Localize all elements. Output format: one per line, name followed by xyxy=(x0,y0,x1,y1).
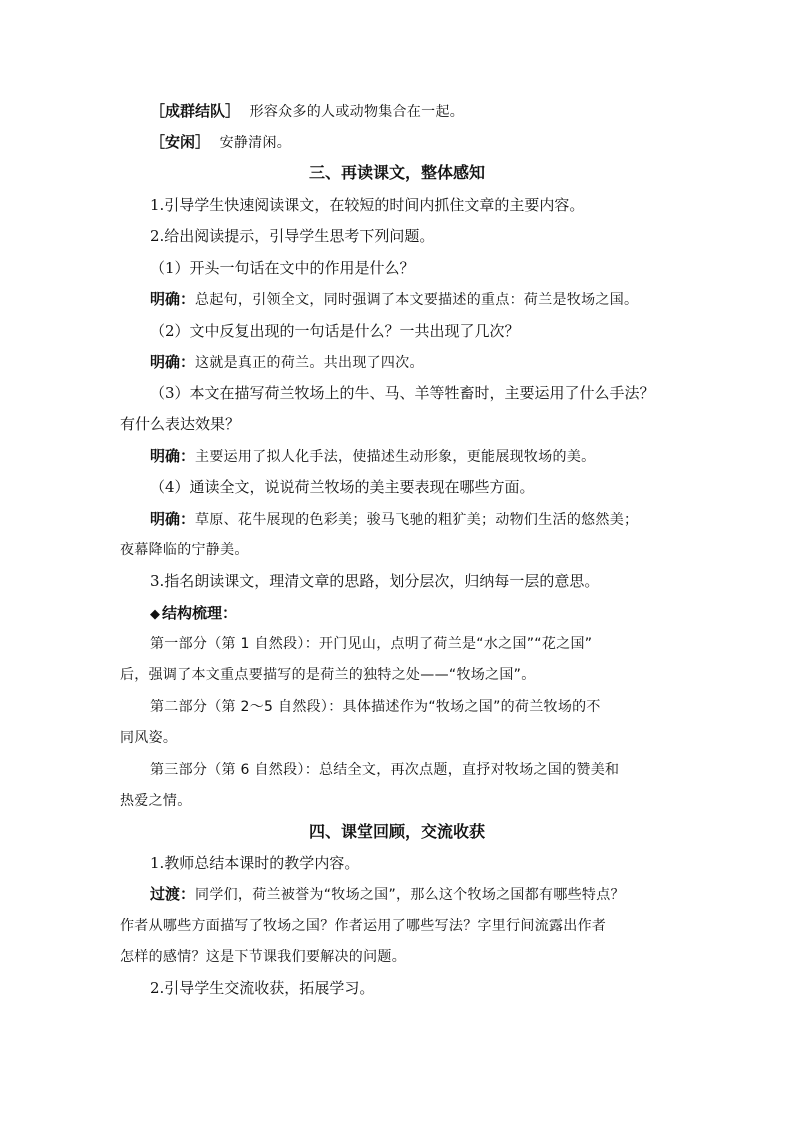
answer xyxy=(150,509,710,530)
section-heading: 四、课堂回顾，交流收获 xyxy=(308,822,485,841)
question: （3）本文在描写荷兰牧场上的牛、马、羊等牲畜时，主要运用了什么手法？ xyxy=(150,384,655,402)
answer xyxy=(150,289,710,310)
answer xyxy=(150,446,710,467)
structure-part-continued: 后，强调了本文重点要描写的是荷兰的独特之处——“牧场之国”。 xyxy=(120,667,536,683)
section-heading: 三、再读课文，整体感知 xyxy=(308,163,485,182)
answer xyxy=(150,352,710,373)
structure-title: 结构梳理： xyxy=(162,604,238,622)
vocab-definition: 形容众多的人或动物集合在一起。 xyxy=(249,104,465,120)
structure-part-continued: 热爱之情。 xyxy=(120,793,192,809)
vocab-entry xyxy=(150,132,710,153)
vocab-term: ［成群结队］ xyxy=(150,102,241,120)
structure-heading xyxy=(150,603,710,625)
transition-continued: 怎样的感情？这是下节课我们要解决的问题。 xyxy=(120,949,406,965)
question: （1）开头一句话在文中的作用是什么？ xyxy=(150,259,415,277)
transition-label: 过渡： xyxy=(150,885,196,903)
structure-part: 第二部分（第 2～5 自然段）：具体描述作为“牧场之国”的荷兰牧场的不 xyxy=(150,699,601,715)
transition xyxy=(150,884,710,905)
vocab-term: ［安闲］ xyxy=(150,133,211,151)
answer-continued: 夜幕降临的宁静美。 xyxy=(120,542,249,558)
transition-continued: 作者从哪些方面描写了牧场之国？作者运用了哪些写法？字里行间流露出作者 xyxy=(120,918,607,934)
question: （4）通读全文，说说荷兰牧场的美主要表现在哪些方面。 xyxy=(150,478,535,496)
answer-text: 主要运用了拟人化手法，使描述生动形象，更能展现牧场的美。 xyxy=(195,449,596,465)
diamond-bullet-icon: ◆ xyxy=(150,607,160,622)
paragraph: 1.教师总结本课时的教学内容。 xyxy=(150,854,360,872)
structure-part-continued: 同风姿。 xyxy=(120,730,178,746)
vocab-entry xyxy=(150,101,710,122)
structure-part: 第三部分（第 6 自然段）：总结全文，再次点题，直抒对牧场之国的赞美和 xyxy=(150,762,620,778)
question: （2）文中反复出现的一句话是什么？一共出现了几次？ xyxy=(150,322,520,340)
answer-text: 这就是真正的荷兰。共出现了四次。 xyxy=(195,355,424,371)
answer-text: 总起句，引领全文，同时强调了本文要描述的重点：荷兰是牧场之国。 xyxy=(195,292,639,308)
answer-label: 明确： xyxy=(150,447,196,465)
answer-label: 明确： xyxy=(150,290,196,308)
answer-label: 明确： xyxy=(150,353,196,371)
structure-part: 第一部分（第 1 自然段）：开门见山，点明了荷兰是“水之国”“花之国” xyxy=(150,636,593,652)
vocab-definition: 安静清闲。 xyxy=(219,135,292,151)
answer-text: 草原、花牛展现的色彩美；骏马飞驰的粗犷美；动物们生活的悠然美； xyxy=(195,512,639,528)
paragraph: 3.指名朗读课文，理清文章的思路，划分层次，归纳每一层的意思。 xyxy=(150,572,600,590)
answer-label: 明确： xyxy=(150,510,196,528)
paragraph: 1.引导学生快速阅读课文，在较短的时间内抓住文章的主要内容。 xyxy=(150,196,585,214)
paragraph: 2.引导学生交流收获，拓展学习。 xyxy=(150,979,375,997)
transition-text: 同学们，荷兰被誉为“牧场之国”，那么这个牧场之国都有哪些特点？ xyxy=(195,887,625,903)
paragraph: 2.给出阅读提示，引导学生思考下列问题。 xyxy=(150,227,435,245)
question-continued: 有什么表达效果？ xyxy=(120,415,241,433)
